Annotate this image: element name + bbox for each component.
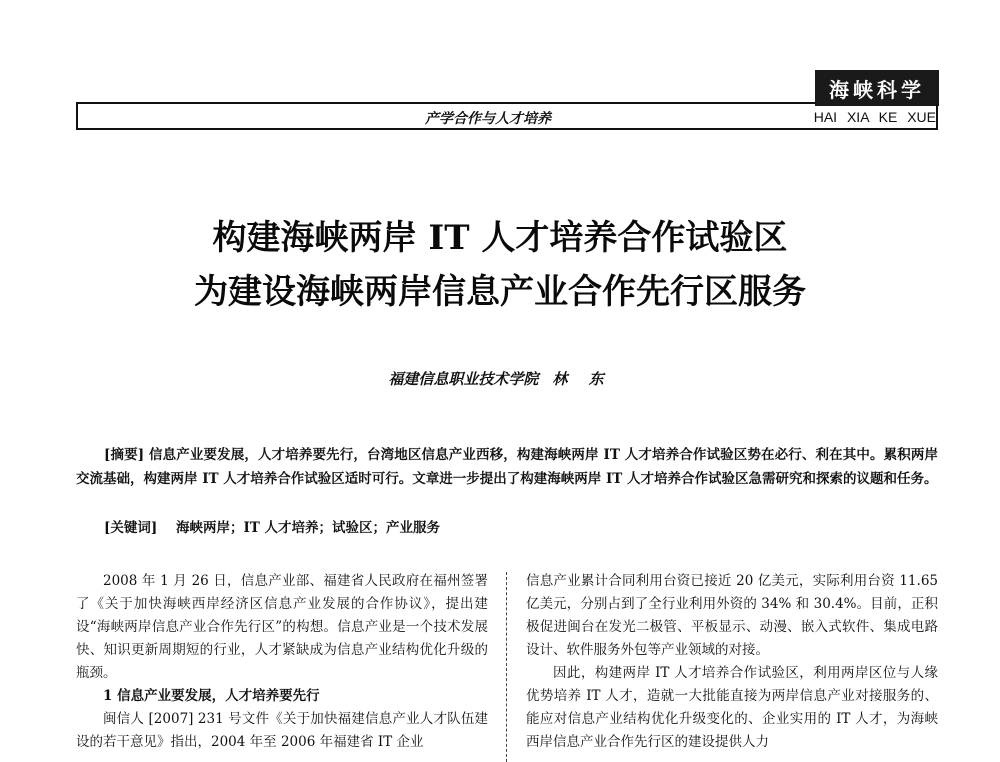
paragraph: 2008 年 1 月 26 日，信息产业部、福建省人民政府在福州签署了《关于加快海峡西岸经济区信息产业发展的合作协议》，提出建设“海峡两岸信息产业合作先行区”的构想。信息产业是一个技术发展快、知识更新周期短的行业，人才紧缺成为信息产业结构优化升级的瓶颈。 xyxy=(76,573,488,681)
column-divider xyxy=(506,572,508,762)
journal-name-en: HAI XIA KE XUE xyxy=(813,109,936,125)
paragraph: 因此，构建两岸 IT 人才培养合作试验区，利用两岸区位与人缘优势培养 IT 人才，造就一大批能直接为两岸信息产业对接服务的、能应对信息产业结构优化升级变化的、企业实用的 IT 人才，为海峡西岸信息产业合作先行区的建设提供人力 xyxy=(526,665,938,750)
abstract-text: 信息产业要发展，人才培养要先行，台湾地区信息产业西移，构建海峡两岸 IT 人才培养合作试验区势在必行、利在其中。累积两岸交流基础，构建两岸 IT 人才培养合作试验区适时可行。文章进一步提出了构建海峡两岸 IT 人才培养合作试验区急需研究和探索的议题和任务。 xyxy=(76,447,938,487)
paragraph: 闽信人 [2007] 231 号文件《关于加快福建信息产业人才队伍建设的若干意见》指出，2004 年至 2006 年福建省 IT 企业 xyxy=(76,711,488,750)
author-affiliation: 福建信息职业技术学院 xyxy=(388,370,539,388)
keywords-label: [关键词] xyxy=(104,520,158,536)
article-title-line-2: 为建设海峡两岸信息产业合作先行区服务 xyxy=(194,272,806,312)
keywords xyxy=(104,516,440,536)
article-title-line-1: 构建海峡两岸 IT 人才培养合作试验区 xyxy=(212,218,788,258)
body-column-right xyxy=(526,570,938,754)
section-name: 产学合作与人才培养 xyxy=(425,111,551,127)
abstract-label: [摘要] xyxy=(104,447,145,463)
abstract xyxy=(76,443,938,491)
author-name: 林 东 xyxy=(552,370,612,388)
body-column-left xyxy=(76,570,488,754)
journal-tag: 海峡科学 xyxy=(815,70,939,106)
section-heading: 1 信息产业要发展，人才培养要先行 xyxy=(103,688,320,704)
paragraph: 信息产业累计合同利用台资已接近 20 亿美元，实际利用台资 11.65 亿美元，分别占到了全行业利用外资的 34% 和 30.4%。目前，正积极促进闽台在发光二极管、平板显示、动漫、嵌入式软件、集成电路设计、软件服务外包等产业领域的对接。 xyxy=(526,573,938,658)
keywords-text: 海峡两岸；IT 人才培养；试验区；产业服务 xyxy=(175,520,441,536)
byline xyxy=(0,368,1000,389)
